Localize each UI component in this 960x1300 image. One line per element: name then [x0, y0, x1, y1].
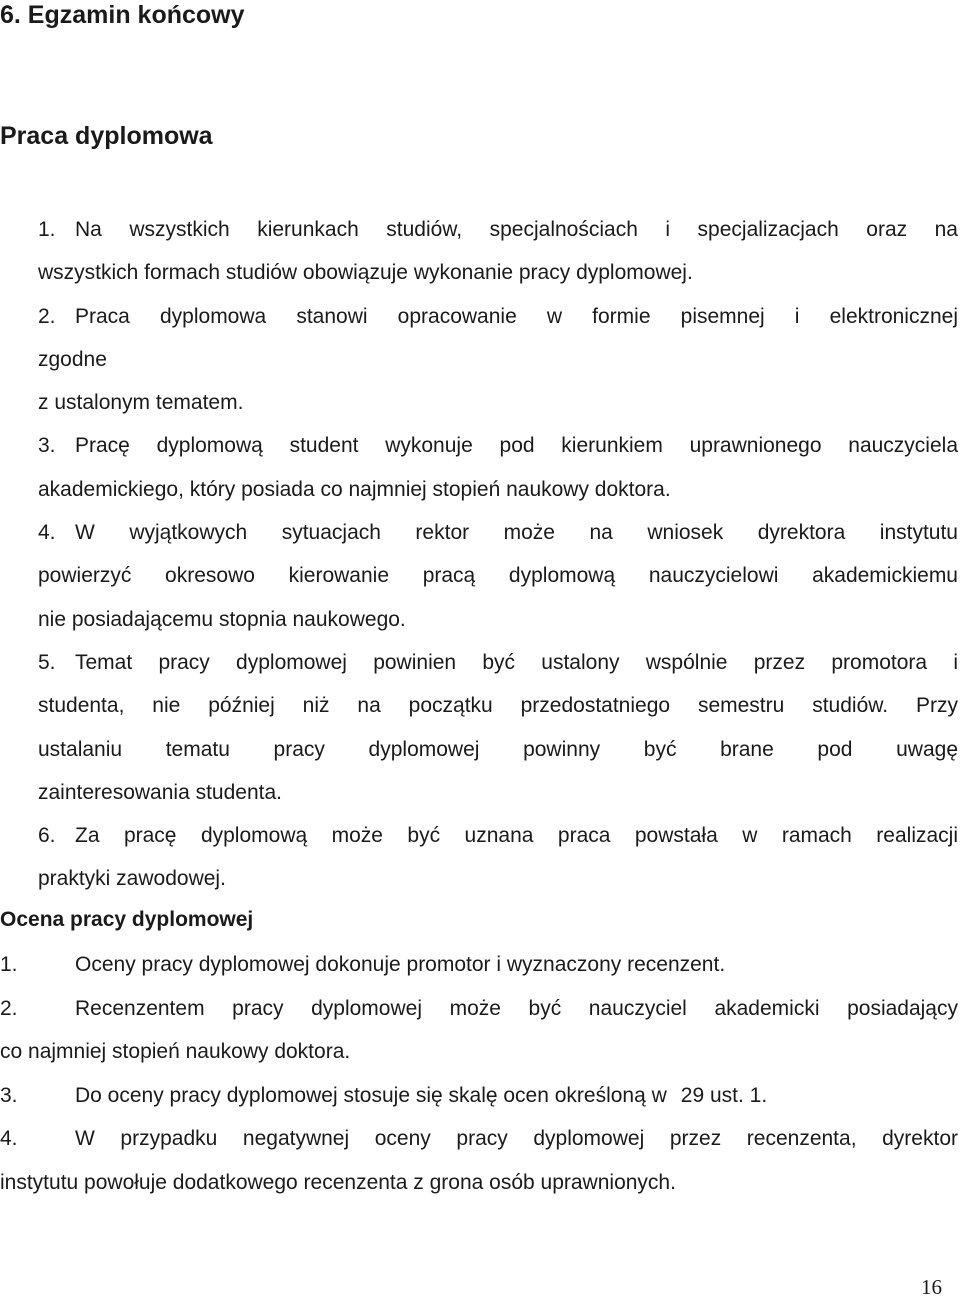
list-item-5-line-2: studenta, nie później niż na początku przedostatniego semestru studiów. Przy [38, 694, 958, 718]
list-item-4-line-3: nie posiadającemu stopnia naukowego. [38, 607, 406, 631]
list-item-number: 2. [38, 304, 56, 328]
list-item-number: 4. [38, 521, 56, 545]
eval-item-4-line-2: instytutu powołuje dodatkowego recenzenta z grona osób uprawnionych. [0, 1170, 676, 1194]
list-item-3-line-1 [38, 424, 958, 467]
list-item-text: Temat pracy dyplomowej powinien być ustalony wspólnie przez promotora i [75, 650, 958, 674]
list-item-5-line-3: ustalaniu tematu pracy dyplomowej powinny być brane pod uwagę [38, 737, 958, 761]
list-item-2-line-3: z ustalonym tematem. [38, 391, 244, 415]
eval-item-2-line-2: co najmniej stopień naukowy doktora. [0, 1040, 351, 1063]
list-item-6-line-1 [38, 814, 958, 857]
list-item-text: Do oceny pracy dyplomowej stosuje się skalę ocen określoną w [75, 1083, 667, 1107]
list-item-text: Oceny pracy dyplomowej dokonuje promotor i wyznaczony recenzent. [75, 953, 726, 976]
list-item-number: 1. [0, 953, 18, 976]
list-item-text: W przypadku negatywnej oceny pracy dyplomowej przez recenzenta, dyrektor [75, 1127, 958, 1150]
list-item-number: 6. [38, 824, 56, 848]
list-item-text-tail: 29 ust. 1. [680, 1083, 768, 1107]
list-item-text: Praca dyplomowa stanowi opracowanie w formie pisemnej i elektronicznej [75, 304, 958, 328]
thesis-rules-list [38, 208, 958, 901]
list-item-1-line-1 [38, 208, 958, 251]
evaluation-heading: Ocena pracy dyplomowej [0, 908, 254, 931]
subheading: Praca dyplomowa [0, 122, 213, 150]
section-heading: 6. Egzamin końcowy [0, 1, 245, 29]
list-item-text: W wyjątkowych sytuacjach rektor może na wniosek dyrektora instytutu [75, 521, 958, 545]
list-item-text: Za pracę dyplomową może być uznana praca powstała w ramach realizacji [75, 824, 958, 848]
list-item-2-line-1 [38, 295, 958, 338]
page-number: 16 [921, 1275, 942, 1299]
list-item-6-line-2: praktyki zawodowej. [38, 867, 226, 891]
list-item-text: Pracę dyplomową student wykonuje pod kierunkiem uprawnionego nauczyciela [75, 434, 958, 458]
evaluation-rules-list [0, 943, 958, 1204]
list-item-3-line-2: akademickiego, który posiada co najmniej stopień naukowy doktora. [38, 477, 671, 501]
list-item-text: Na wszystkich kierunkach studiów, specjalnościach i specjalizacjach oraz na [75, 218, 958, 241]
eval-item-3-line-1 [0, 1074, 958, 1118]
list-item-4-line-1 [38, 511, 958, 554]
list-item-4-line-2: powierzyć okresowo kierowanie pracą dyplomową nauczycielowi akademickiemu [38, 564, 958, 588]
list-item-1-line-2: wszystkich formach studiów obowiązuje wykonanie pracy dyplomowej. [38, 261, 693, 285]
list-item-number: 2. [0, 996, 18, 1020]
list-item-number: 3. [0, 1083, 18, 1107]
list-item-number: 3. [38, 434, 56, 458]
eval-item-2-line-1 [0, 987, 958, 1031]
list-item-number: 5. [38, 650, 56, 674]
eval-item-4-line-1 [0, 1117, 958, 1161]
list-item-number: 1. [38, 218, 56, 241]
eval-item-1-line-1 [0, 943, 958, 987]
list-item-text: Recenzentem pracy dyplomowej może być nauczyciel akademicki posiadający [75, 996, 958, 1020]
list-item-number: 4. [0, 1127, 18, 1150]
list-item-5-line-4: zainteresowania studenta. [38, 780, 282, 804]
list-item-5-line-1 [38, 641, 958, 684]
list-item-2-line-2: zgodne [38, 347, 107, 371]
